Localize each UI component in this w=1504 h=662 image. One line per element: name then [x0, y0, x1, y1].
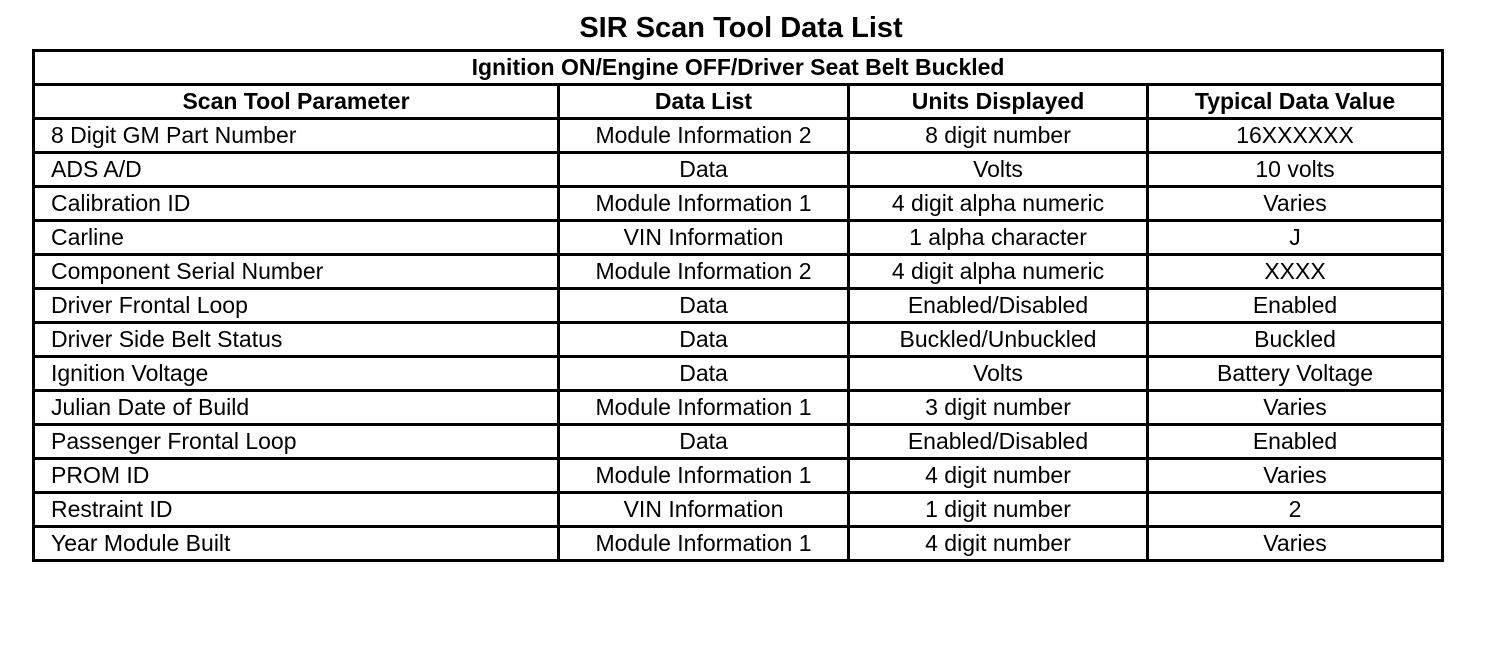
table-row	[34, 255, 1443, 289]
data-list-cell: Data	[559, 425, 849, 459]
condition-label: Ignition ON/Engine OFF/Driver Seat Belt Buckled	[34, 51, 1443, 85]
data-list-cell: Data	[559, 357, 849, 391]
typical-value-cell: Battery Voltage	[1148, 357, 1443, 391]
parameter-cell: Restraint ID	[34, 493, 559, 527]
typical-value-cell: Varies	[1148, 187, 1443, 221]
data-list-cell: Module Information 1	[559, 459, 849, 493]
units-cell: Buckled/Unbuckled	[849, 323, 1148, 357]
table-row	[34, 527, 1443, 561]
column-header-units: Units Displayed	[849, 85, 1148, 119]
table-row	[34, 119, 1443, 153]
table-row	[34, 391, 1443, 425]
parameter-cell: Driver Frontal Loop	[34, 289, 559, 323]
data-list-cell: Module Information 2	[559, 119, 849, 153]
typical-value-cell: Enabled	[1148, 425, 1443, 459]
units-cell: 4 digit number	[849, 459, 1148, 493]
column-header-typical-value: Typical Data Value	[1148, 85, 1443, 119]
table-row	[34, 425, 1443, 459]
parameter-cell: Driver Side Belt Status	[34, 323, 559, 357]
parameter-cell: 8 Digit GM Part Number	[34, 119, 559, 153]
table-row	[34, 493, 1443, 527]
typical-value-cell: Varies	[1148, 459, 1443, 493]
column-header-row	[34, 85, 1443, 119]
units-cell: 4 digit alpha numeric	[849, 255, 1148, 289]
data-list-cell: Data	[559, 289, 849, 323]
table-row	[34, 289, 1443, 323]
units-cell: Volts	[849, 153, 1148, 187]
data-list-cell: VIN Information	[559, 221, 849, 255]
parameter-cell: Ignition Voltage	[34, 357, 559, 391]
typical-value-cell: 16XXXXXX	[1148, 119, 1443, 153]
scan-tool-data-table	[32, 49, 1444, 562]
table-row	[34, 459, 1443, 493]
table-row	[34, 323, 1443, 357]
units-cell: Volts	[849, 357, 1148, 391]
units-cell: 3 digit number	[849, 391, 1148, 425]
typical-value-cell: J	[1148, 221, 1443, 255]
data-list-cell: Data	[559, 323, 849, 357]
units-cell: Enabled/Disabled	[849, 289, 1148, 323]
data-list-cell: Module Information 1	[559, 187, 849, 221]
table-row	[34, 221, 1443, 255]
data-list-cell: Module Information 1	[559, 391, 849, 425]
parameter-cell: Julian Date of Build	[34, 391, 559, 425]
data-list-cell: Module Information 2	[559, 255, 849, 289]
table-row	[34, 357, 1443, 391]
column-header-data-list: Data List	[559, 85, 849, 119]
parameter-cell: Carline	[34, 221, 559, 255]
typical-value-cell: Enabled	[1148, 289, 1443, 323]
data-list-cell: Data	[559, 153, 849, 187]
typical-value-cell: Varies	[1148, 391, 1443, 425]
parameter-cell: Calibration ID	[34, 187, 559, 221]
parameter-cell: Passenger Frontal Loop	[34, 425, 559, 459]
table-row	[34, 153, 1443, 187]
units-cell: Enabled/Disabled	[849, 425, 1148, 459]
units-cell: 4 digit alpha numeric	[849, 187, 1148, 221]
parameter-cell: PROM ID	[34, 459, 559, 493]
parameter-cell: ADS A/D	[34, 153, 559, 187]
units-cell: 1 alpha character	[849, 221, 1148, 255]
column-header-parameter: Scan Tool Parameter	[34, 85, 559, 119]
typical-value-cell: 2	[1148, 493, 1443, 527]
typical-value-cell: Buckled	[1148, 323, 1443, 357]
table-row	[34, 187, 1443, 221]
parameter-cell: Component Serial Number	[34, 255, 559, 289]
page-title: SIR Scan Tool Data List	[579, 12, 903, 44]
data-list-cell: VIN Information	[559, 493, 849, 527]
units-cell: 1 digit number	[849, 493, 1148, 527]
parameter-cell: Year Module Built	[34, 527, 559, 561]
units-cell: 4 digit number	[849, 527, 1148, 561]
data-list-cell: Module Information 1	[559, 527, 849, 561]
typical-value-cell: 10 volts	[1148, 153, 1443, 187]
condition-row	[34, 51, 1443, 85]
typical-value-cell: XXXX	[1148, 255, 1443, 289]
typical-value-cell: Varies	[1148, 527, 1443, 561]
units-cell: 8 digit number	[849, 119, 1148, 153]
